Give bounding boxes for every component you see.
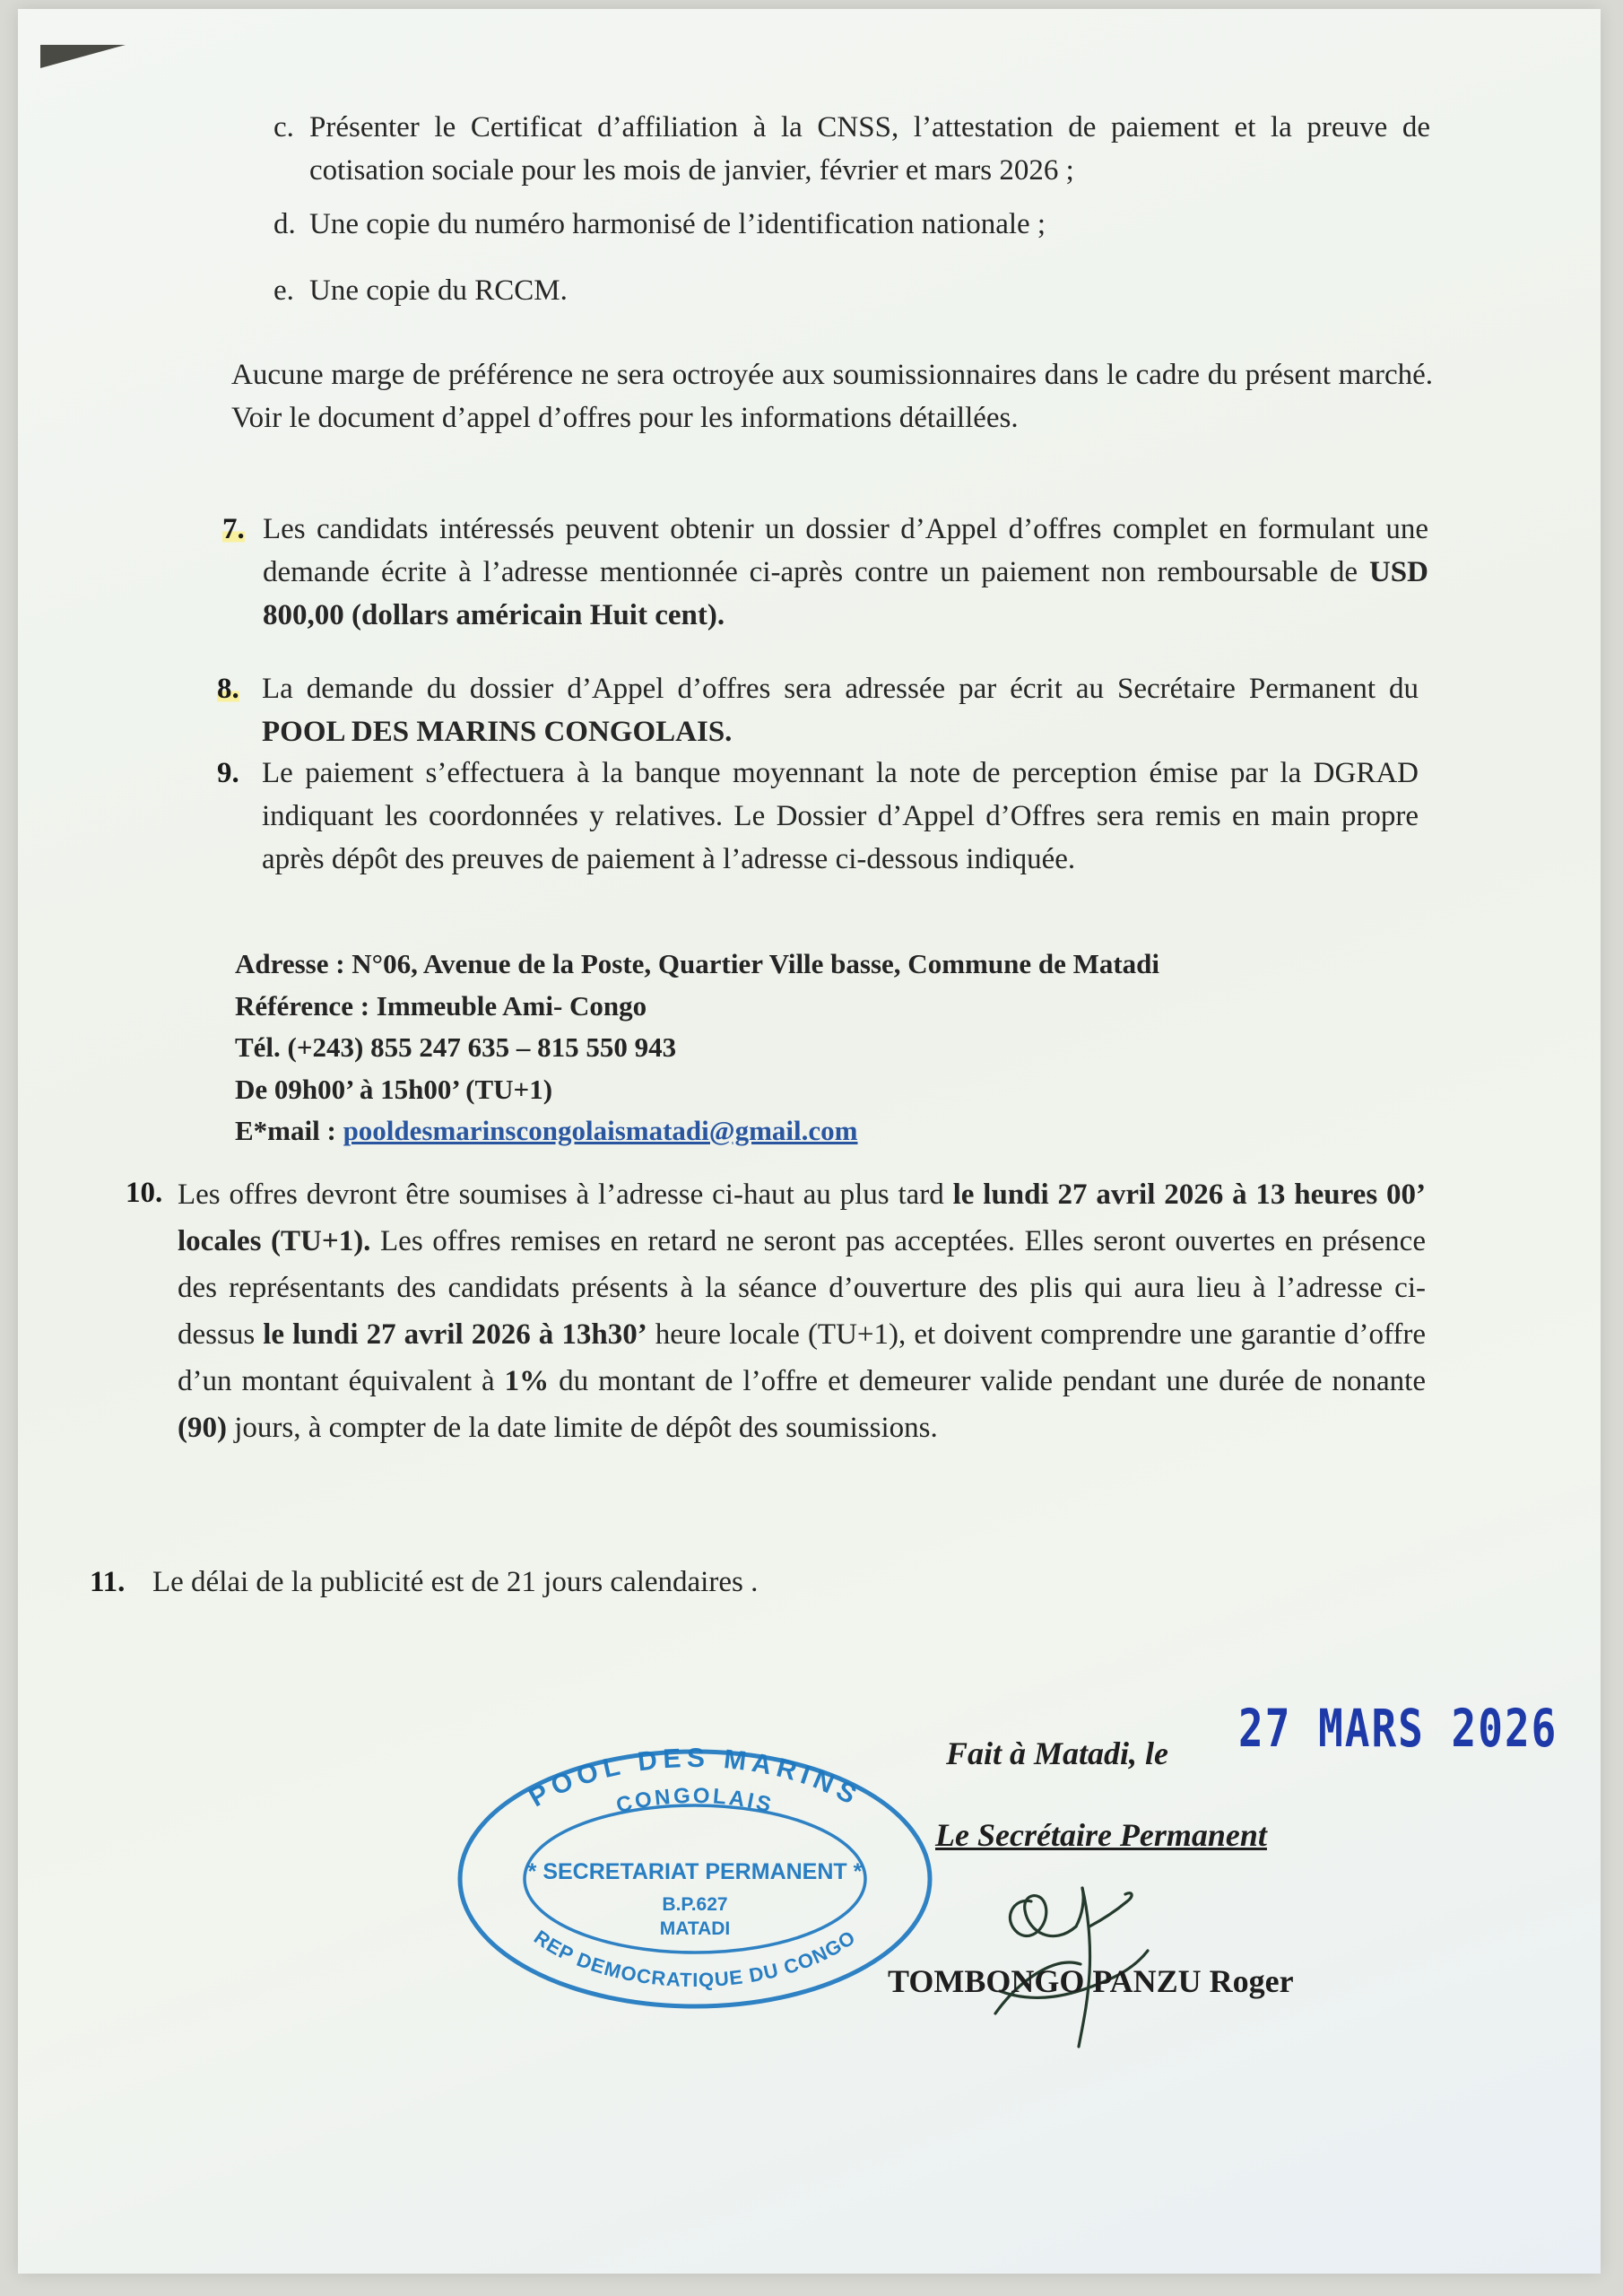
item-number: 7. (222, 508, 245, 551)
email-link[interactable]: pooldesmarinscongolaismatadi@gmail.com (343, 1115, 858, 1146)
item-text-bold: USD 800,00 (dollars américain Huit cent). (263, 556, 1428, 631)
address-line: Adresse : N°06, Avenue de la Poste, Quartier Ville basse, Commune de Matadi (235, 948, 1160, 979)
item-number: 11. (90, 1566, 126, 1598)
item-text-plain: Les offres devront être soumises à l’adresse ci-haut au plus tard (178, 1178, 953, 1211)
item-number: 10. (126, 1177, 163, 1209)
item-text: Le paiement s’effectuera à la banque moyennant la note de perception émise par la DGRAD indiquant les coordonnées y relatives. Le Dossier d’Appel d’Offres sera remis en main propre après dépôt des preuves de paiement à l’adresse ci-dessous indiquée. (262, 757, 1419, 875)
item-text: Une copie du RCCM. (309, 274, 568, 307)
folded-corner (40, 45, 126, 68)
item-text-plain: Les candidats intéressés peuvent obtenir un dossier d’Appel d’offres complet en formulant une demande écrite à l’adresse mentionnée ci-après contre un paiement non remboursable de (263, 513, 1428, 588)
signature-place: Fait à Matadi, le (946, 1735, 1169, 1771)
handwritten-signature (982, 1848, 1197, 2054)
reference-line: Référence : Immeuble Ami- Congo (235, 989, 647, 1022)
item-text: Une copie du numéro harmonisé de l’identification nationale ; (309, 208, 1046, 240)
item-text-bold: POOL DES MARINS CONGOLAIS. (262, 716, 733, 748)
svg-text:CONGOLAIS (614, 1784, 777, 1818)
deadline-bold: le lundi 27 avril 2026 à 13 heures 00’ locales (TU+1). (178, 1178, 1426, 1257)
seal-line-3: MATADI (659, 1918, 731, 1939)
item-text: Le délai de la publicité est de 21 jours calendaires . (152, 1566, 759, 1598)
item-text-plain: La demande du dossier d’Appel d’offres sera adressée par écrit au Secrétaire Permanent du (262, 673, 1419, 705)
seal-inner-top: CONGOLAIS (613, 1783, 777, 1819)
phone-line: Tél. (+243) 855 247 635 – 815 550 943 (235, 1031, 677, 1063)
item-text-plain: du montant de l’offre et demeurer valide pendant une durée de nonante (549, 1365, 1426, 1397)
email-line (235, 1110, 1159, 1152)
item-text (262, 667, 1419, 753)
item-text (178, 1171, 1426, 1451)
item-text (263, 508, 1428, 637)
item-number: 9. (217, 757, 239, 789)
validity-days: (90) (178, 1412, 227, 1444)
item-letter: d. (273, 208, 296, 240)
seal-line-1: * SECRETARIAT PERMANENT * (527, 1859, 863, 1884)
item-letter: c. (273, 111, 294, 144)
seal-line-2: B.P.627 (662, 1894, 728, 1915)
item-text: Présenter le Certificat d’affiliation à la CNSS, l’attestation de paiement et la preuve de cotisation sociale pour les mois de janvier, février et mars 2026 ; (309, 111, 1430, 187)
item-text-plain: heure locale (TU+1), et doivent comprendre une garantie d’offre d’un montant équivalent à (178, 1318, 1426, 1397)
address-block (235, 944, 1159, 1152)
item-text-plain: jours, à compter de la date limite de dépôt des soumissions. (226, 1412, 938, 1444)
hours-line: De 09h00’ à 15h00’ (TU+1) (235, 1073, 553, 1105)
signatory-name: TOMBONGO PANZU Roger (888, 1963, 1294, 1999)
opening-date-bold: le lundi 27 avril 2026 à 13h30’ (263, 1318, 647, 1351)
guarantee-percent: 1% (504, 1365, 550, 1397)
item-number: 8. (217, 667, 239, 710)
item-letter: e. (273, 274, 294, 307)
seal-outer-top: POOL DES MARINS (524, 1744, 866, 1813)
item-text-plain: Les offres remises en retard ne seront pas acceptées. Elles seront ouvertes en présence des représentants des candidats présents à la séance d’ouverture des plis qui aura lieu à l’adresse ci-dessus (178, 1225, 1426, 1351)
date-stamp: 27 MARS 2026 (1238, 1698, 1558, 1759)
preference-paragraph: Aucune marge de préférence ne sera octroyée aux soumissionnaires dans le cadre du présent marché. Voir le document d’appel d’offres pour les informations détaillées. (231, 359, 1433, 434)
seal-bottom: REP DEMOCRATIQUE DU CONGO (530, 1926, 860, 1992)
signature-title: Le Secrétaire Permanent (935, 1817, 1267, 1853)
email-label: E*mail : (235, 1115, 343, 1146)
official-seal (453, 1744, 937, 2013)
